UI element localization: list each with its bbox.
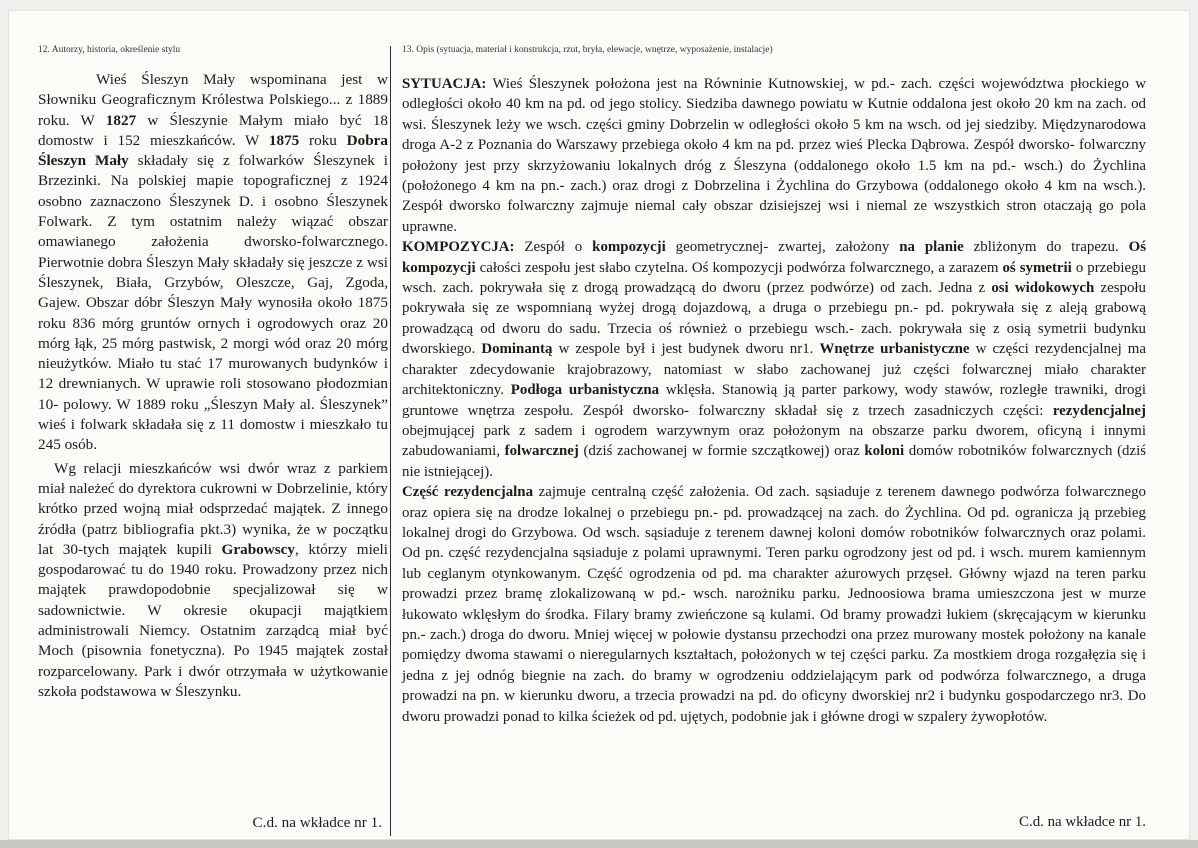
scan-bottom-edge bbox=[0, 840, 1198, 848]
text-run: Zespół o bbox=[514, 239, 593, 256]
text-run: całości zespołu jest słabo czytelna. Oś kompozycji podwórza folwarcznego, a zarazem bbox=[475, 259, 1003, 276]
text-run: składały się z folwarków Śleszynek i Brzezinki. Na polskiej mapie topograficznej z 1924 osobno zaznaczono Śleszynek D. i osobno Śleszynek Folwark. Z tym ostatnim należy wiązać obszar omawianego założenia dworsko-folwarcznego. Pierwotnie dobra Śleszyn Mały składały się jeszcze z wsi Śleszynek, Biała, Grzybów, Oleszcze, Gaj, Zgoda, Gajew. Obszar dóbr Śleszyn Mały wynosiła około 1875 roku 836 mórg gruntów ornych i ogrodowych oraz 20 mórg łąk, 25 mórg pastwisk, 2 morgi wód oraz 20 mórg nieużytków. Miało tu stać 17 murowanych budynków i 12 drewnianych. W uprawie roli stosowano płodozmian 10- polowy. W 1889 roku „Śleszyn Mały al. Śleszynek” wieś i folwark składała się z 11 domostw i mieszkało tu 245 osób. bbox=[38, 152, 388, 454]
bold-term: Podłoga urbanistyczna bbox=[510, 382, 660, 399]
document-sheet bbox=[8, 10, 1190, 840]
left-column-header: 12. Autorzy, historia, określenie stylu bbox=[38, 45, 181, 55]
bold-term: osi widokowych bbox=[991, 280, 1095, 297]
text-run: , którzy mieli gospodarować tu do 1940 roku. Prowadzony przez nich majątek prawdopodobnie specjalizował się w sadownictwie. W okresie okupacji majątkiem administrowali Niemcy. Ostatnim zarządcą miał być Moch (pisownia fonetyczna). Po 1945 majątek został rozparcelowany. Park i dwór otrzymała w użytkowanie szkoła podstawowa w Śleszynku. bbox=[38, 540, 388, 700]
right-column bbox=[402, 10, 1150, 840]
text-run: (dziś zachowanej w formie szczątkowej) oraz bbox=[578, 443, 865, 460]
text-run: w zespole był i jest budynek dworu nr1. bbox=[552, 341, 820, 358]
text-run: obejmującej park z sadem i ogrodem warzywnym oraz położonym na obszarze parku dworem, oficyną i innymi zabudowaniami, bbox=[402, 422, 1146, 460]
bold-term: rezydencjalnej bbox=[1052, 402, 1146, 419]
text-run: zbliżonym do trapezu. bbox=[963, 239, 1129, 256]
bold-term: 1827 bbox=[105, 111, 137, 129]
bold-term: folwarcznej bbox=[504, 443, 579, 460]
history-text bbox=[38, 70, 388, 702]
text-run: geometrycznej- zwartej, założony bbox=[665, 239, 900, 256]
bold-term: Oś kompozycji bbox=[402, 239, 1146, 276]
history-paragraph-1 bbox=[38, 70, 388, 456]
bold-term: 1875 bbox=[268, 131, 300, 149]
text-run: zajmuje centralną część założenia. Od zach. sąsiaduje z terenem dawnego podwórza folwarcznego oraz opiera się na drodze lokalnej o przebiegu pn.- pd. prowadzącej na zach. do Żychlina. Od pd. ogranicza ją przebieg lokalnej drogi do Grzybowa. Od wsch. sąsiaduje z terenem dawnej koloni domów robotników folwarcznych oraz polami. Od pn. część rezydencjalna sąsiaduje z polami uprawnymi. Teren parku ogrodzony jest od pd. i wsch. murem kamiennym lub ceglanym otynkowanym. Część ogrodzenia od pd. ma charakter ażurowych przęseł. Główny wjazd na teren parku prowadzi przez bramę zlokalizowaną w pd.- wsch. narożniku parku. Jednoosiowa brama umieszczona jest w murze łukowato wklęsłym do środka. Filary bramy zwieńczone są kulami. Od bramy prowadzi łukiem (skręcającym w kierunku pn.- zach.) droga do dworu. Mniej więcej w połowie dystansu przechodzi ona przez murowany mostek położony na kanale pomiędzy dwoma stawami o nieregularnych kształtach, położonych w tej części parku. Za mostkiem droga rozgałęzia się i jedna z jej odnóg biegnie na zach. do bramy w ogrodzeniu oddzielającym park od podwórza folwarcznego, a druga prowadzi na pn. w kierunku dworu, a trzecia prowadzi na pd. do oficyny dworskiej nr2 i budynku gospodarczego nr3. Do dworu prowadzi ponad to kilka ścieżek od pd. ujętych, podobnie jak i główne drogi w szpalery żywopłotów. bbox=[402, 484, 1147, 725]
text-run: Wg relacji mieszkańców wsi dwór wraz z parkiem miał należeć do dyrektora cukrowni w Dobrzelinie, który krótko przed wojną miał odsprzedać majątek. Z innego źródła (patrz bibliografia pkt.3) wynika, że w początku lat 30-tych majątek kupili bbox=[38, 459, 388, 558]
bold-term: koloni bbox=[864, 443, 905, 460]
text-run: wklęsła. Stanowią ją parter parkowy, wody stawów, rozległe trawniki, drogi gruntowe wnętrza zespołu. Zespół dworsko- folwarczny składał się z trzech zasadniczych części: bbox=[402, 382, 1147, 419]
text-run: o przebiegu wsch. zach. pokrywała się z drogą prowadzącą do dworu (przez podwórze) od zach. Jedna z bbox=[402, 259, 1146, 297]
text-run: w Śleszynie Małym miało być 18 domostw i 152 mieszkańców. W bbox=[38, 111, 389, 149]
bold-term: oś symetrii bbox=[1002, 259, 1072, 276]
text-run: domów robotników folwarcznych (dziś nie istniejącej). bbox=[402, 443, 1147, 480]
left-column bbox=[38, 10, 388, 840]
bold-term: na planie bbox=[899, 239, 964, 256]
bold-term: SYTUACJA: bbox=[402, 76, 487, 92]
left-continuation-note: C.d. na wkładce nr 1. bbox=[252, 814, 382, 831]
bold-term: Część rezydencjalna bbox=[402, 484, 534, 501]
description-text bbox=[402, 74, 1146, 727]
bold-term: Wnętrze urbanistyczne bbox=[819, 341, 970, 358]
bold-term: Grabowscy bbox=[221, 540, 295, 558]
composition-paragraph bbox=[402, 237, 1146, 482]
text-run: Wieś Śleszyn Mały wspominana jest w Słowniku Geograficznym Królestwa Polskiego... z 1889 roku. W bbox=[38, 71, 388, 129]
bold-term: Dobra Śleszyn Mały bbox=[38, 131, 388, 170]
text-run: zespołu pokrywała się ze wspomnianą wyżej drogą dojazdową, a druga o przebiegu pn.- pd. pokrywała się z aleją grabową prowadzącą od dworu do sadu. Trzecia oś również o przebiegu wsch.- zach. pokrywała się z osią symetrii budynku dworskiego. bbox=[402, 280, 1146, 358]
history-paragraph-2 bbox=[38, 459, 388, 703]
bold-term: KOMPOZYCJA: bbox=[402, 239, 515, 256]
text-run: w części rezydencjalnej ma charakter zdecydowanie krajobrazowy, natomiast w słabo zachowanej już części folwarcznej miało charakter architektoniczny. bbox=[402, 341, 1147, 399]
right-continuation-note: C.d. na wkładce nr 1. bbox=[1019, 814, 1146, 830]
right-column-header: 13. Opis (sytuacja, materiał i konstrukcja, rzut, bryła, elewacje, wnętrze, wyposażenie, instalacje) bbox=[402, 45, 773, 55]
text-run: roku bbox=[299, 131, 347, 149]
situation-paragraph bbox=[402, 74, 1146, 237]
residential-part-paragraph bbox=[402, 482, 1146, 727]
bold-term: kompozycji bbox=[592, 239, 666, 256]
bold-term: Dominantą bbox=[481, 341, 553, 358]
column-divider bbox=[390, 46, 391, 836]
text-run: Wieś Śleszynek położona jest na Równinie Kutnowskiej, w pd.- zach. części województwa płockiego w odległości około 40 km na pd. od jego stolicy. Siedziba dawnego powiatu w Kutnie oddalona jest około 20 km na zach. od wsi. Śleszynek leży we wsch. części gminy Dobrzelin w odległości około 5 km na wsch. od jej siedziby. Międzynarodowa droga A-2 z Poznania do Warszawy przebiega około 4 km na pd. przez wieś Plecka Dąbrowa. Zespół dworsko- folwarczny położony jest przy skrzyżowaniu lokalnych dróg z Śleszyna (oddalonego około 1.5 km na pd.- wsch.) do Żychlina (położonego 4 km na pn.- zach.) oraz drogi z Dobrzelina i Żychlina do Grzybowa (oddalonego około 4 km na wsch.). Zespół dworsko folwarczny zajmuje niemal cały obszar dzisiejszej wsi i niemal ze wszystkich stron otaczają go pola uprawne. bbox=[402, 76, 1146, 235]
